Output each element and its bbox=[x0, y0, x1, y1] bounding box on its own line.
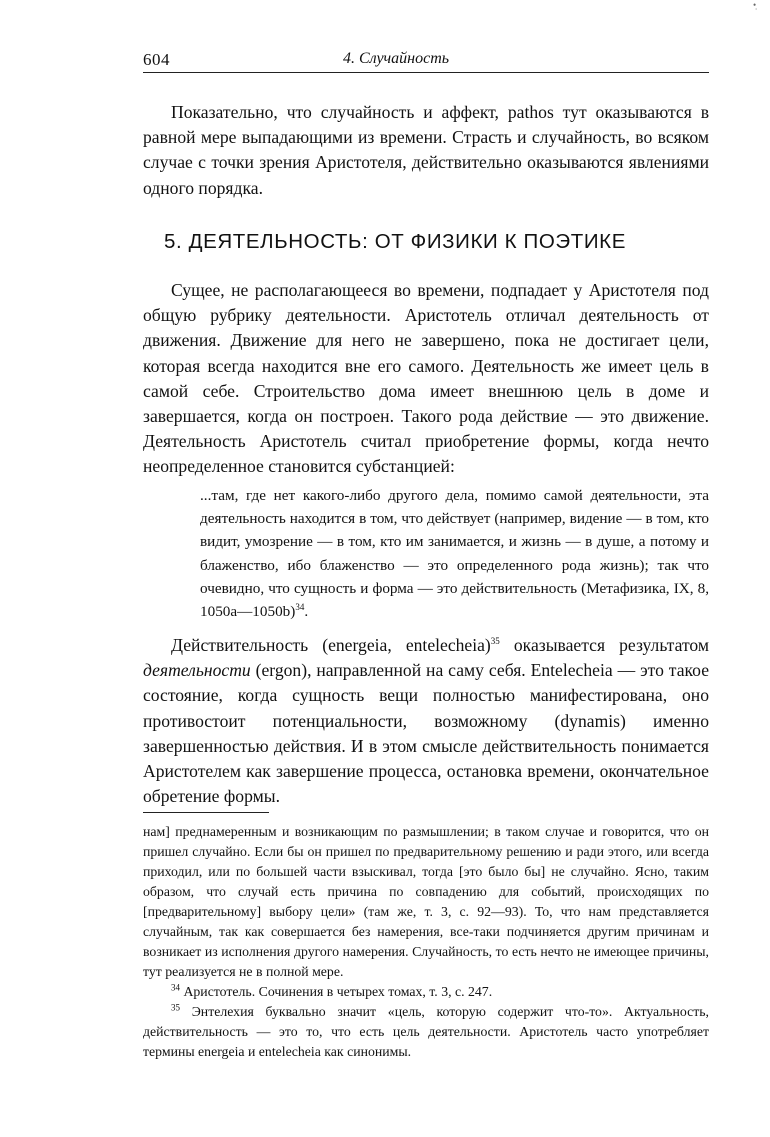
footnote-ref-35: 35 bbox=[490, 636, 500, 647]
main-paragraph: Сущее, не располагающееся во времени, подпадает у Аристотеля под общую рубрику деятельности. Аристотель отличал деятельность от движения. Движение для него не завершено, пока не достигает цели, которая всегда находится вне его самого. Деятельность же имеет цель в самой себе. Строительство дома имеет внешнюю цель в доме и завершается, когда он построен. Такого рода действие — это движение. Деятельность Аристотель считал приобретение формы, когда нечто неопределенное становится субстанцией: bbox=[143, 280, 709, 477]
corner-mark: •̣ bbox=[753, 0, 757, 10]
footnote-ref-34: 34 bbox=[295, 601, 305, 612]
actuality-paragraph bbox=[143, 633, 709, 809]
block-quote bbox=[200, 484, 709, 623]
footnote-35 bbox=[143, 1002, 709, 1062]
footnote-continuation: нам] преднамеренным и возникающим по размышлении; в таком случае и говорится, что он пришел случайно. Если бы он пришел по предварительному решению и ради этого, или всегда приходил, или по большей части взыскивал, тогда [это было бы] не случайно. Ясно, таким образом, что случай есть причина по совпадению для событий, происходящих по [предварительному] выбору цели» (там же, т. 3, с. 92—93). То, что нам представляется случайным, так как совершается без намерения, все-таки подчиняется другим причинам и возникает из исполнения другого намерения. Случайность, то есть нечто не имеющее причины, тут реализуется не в полной мере. bbox=[143, 824, 709, 979]
footnote-divider bbox=[143, 812, 269, 813]
footnote-35-number: 35 bbox=[171, 1002, 180, 1013]
actuality-part1: Действительность (energeia, entelecheia) bbox=[171, 635, 491, 655]
footnotes bbox=[143, 822, 709, 1062]
intro-paragraph: Показательно, что случайность и аффект, pathos тут оказываются в равной мере выпадающими из времени. Страсть и случайность, во всяком случае с точки зрения Аристотеля, действительно оказываются явлениями одного порядка. bbox=[143, 102, 709, 198]
footnote-35-text: Энтелехия буквально значит «цель, которую содержит что-то». Актуальность, действительность — это то, что есть цель деятельности. Аристотель часто употребляет термины energeia и entelecheia как синонимы. bbox=[143, 1004, 709, 1059]
actuality-part3: (ergon), направленной на саму себя. Entelecheia — это такое состояние, когда сущность вещи полностью манифестирована, оно противостоит потенциальности, возможному (dynamis) именно завершенностью действия. И в этом смысле действительность понимается Аристотелем как завершение процесса, остановка времени, окончательное обретение формы. bbox=[143, 660, 709, 807]
section-heading: 5. ДЕЯТЕЛЬНОСТЬ: ОТ ФИЗИКИ К ПОЭТИКЕ bbox=[164, 230, 626, 253]
actuality-paragraph-block bbox=[143, 633, 709, 809]
actuality-italic: деятельности bbox=[143, 660, 251, 681]
main-paragraph-block bbox=[143, 278, 709, 480]
running-title: 4. Случайность bbox=[343, 50, 450, 67]
quote-body: ...там, где нет какого-либо другого дела, помимо самой деятельности, эта деятельность находится в том, что действует (например, видение — в том, кто видит, умозрение — в том, кто им занимается, и жизнь — в душе, а потому и блаженство, ибо блаженство — это определенного рода жизнь); так что очевидно, что сущность и форма — это действительность (Метафизика, IX, 8, 1050a—1050b) bbox=[200, 487, 709, 621]
intro-paragraph-block bbox=[143, 100, 709, 201]
footnote-34-text: Аристотель. Сочинения в четырех томах, т. 3, с. 247. bbox=[180, 984, 493, 999]
quote-text: ...там, где нет какого-либо другого дела, помимо самой деятельности, эта деятельность находится в том, что действует (например, видение — в том, кто видит, умозрение — в том, кто им занимается, и жизнь — в душе, а потому и блаженство, ибо блаженство — это определенного рода жизнь); так что очевидно, что сущность и форма — это действительность (Метафизика, IX, 8, 1050a—1050b)$^{34}$. bbox=[200, 487, 709, 621]
footnote-34 bbox=[143, 982, 709, 1002]
footnote-34-number: 34 bbox=[171, 982, 180, 993]
actuality-part2: оказывается результатом bbox=[499, 635, 709, 655]
page-number: 604 bbox=[143, 50, 170, 69]
page-header bbox=[143, 50, 709, 73]
